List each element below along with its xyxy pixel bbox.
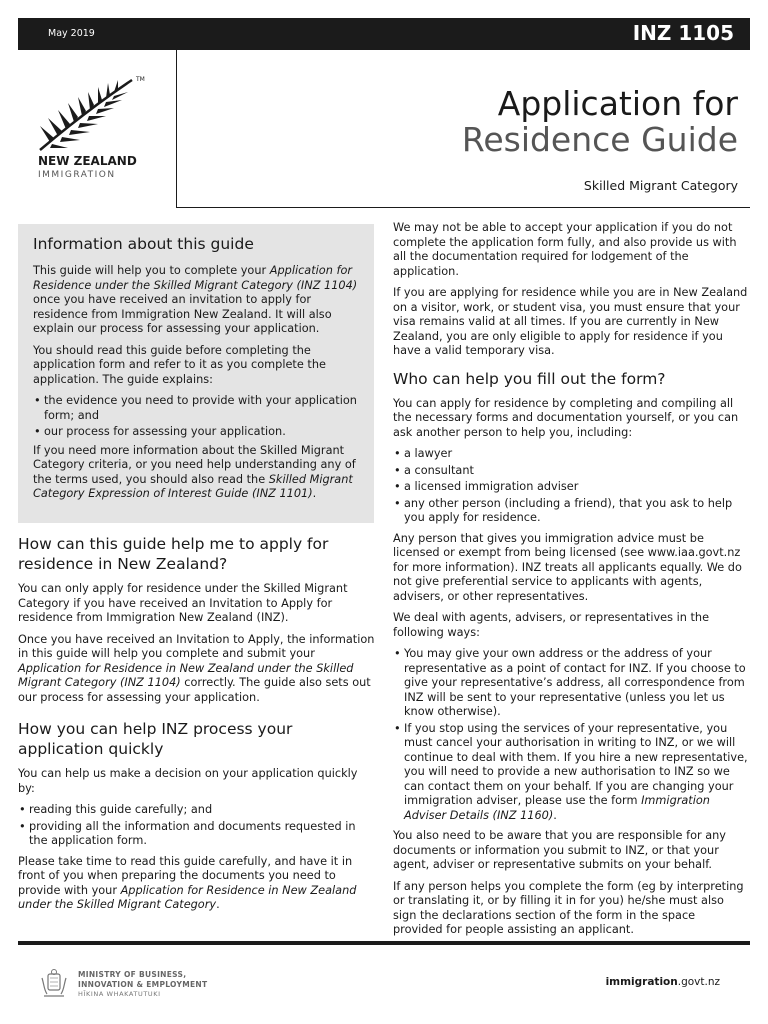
- paragraph: If any person helps you complete the form (eg by interpreting or translating it, or by filling it in for you) he/she must also sign the declarations section of the form in the space provided for people assisting an applicant.: [393, 879, 744, 936]
- paragraph: Once you have received an Invitation to Apply, the information in this guide will help you complete and submit your Application for Residence in New Zealand under the Skilled Migrant Category (INZ 1104) correctly. The guide also sets out our process for assessing your application.: [18, 632, 375, 704]
- page-title-line2: Residence Guide: [461, 120, 738, 159]
- section-heading: Who can help you fill out the form?: [393, 369, 666, 388]
- section-heading: How you can help INZ process your application quickly: [18, 720, 293, 758]
- paragraph: We deal with agents, advisers, or representatives in the following ways:: [393, 611, 710, 639]
- info-box-paragraph: This guide will help you to complete your Application for Residence under the Skilled Migrant Category (INZ 1104) once you have received an invitation to apply for residence from Immigration New Zealand. It will also explain our process for assessing your application.: [33, 264, 358, 335]
- page-title-line1: Application for: [497, 84, 738, 123]
- info-box-paragraph: You should read this guide before completing the application form and refer to it as you complete the application. The guide explains:: [33, 343, 326, 386]
- list-item: • a lawyer: [393, 447, 748, 462]
- silver-fern-icon: [36, 76, 140, 152]
- list-item: • a consultant: [393, 464, 748, 479]
- list-item: • You may give your own address or the address of your representative as a point of contact for INZ. If you choose to give your representative’s address, all correspondence from INZ will be sent to your representative (unless you let us know otherwise).: [393, 647, 748, 720]
- info-box-heading: Information about this guide: [33, 235, 254, 253]
- issue-date: May 2019: [48, 28, 95, 39]
- list-item: • a licensed immigration adviser: [393, 480, 748, 495]
- paragraph: You can help us make a decision on your application quickly by:: [18, 767, 358, 795]
- bullet-list: [393, 647, 748, 823]
- mbie-logo: [38, 966, 238, 1002]
- list-item: • any other person (including a friend), that you ask to help you apply for residence.: [393, 497, 748, 526]
- list-item: • the evidence you need to provide with your application form; and: [33, 394, 359, 423]
- header-bar: [18, 18, 750, 50]
- logo-text-immigration: IMMIGRATION: [38, 170, 116, 180]
- header-divider-vertical: [176, 50, 177, 208]
- mbie-line3: HĪKINA WHAKATUTUKI: [78, 990, 161, 998]
- bullet-list: [393, 447, 748, 526]
- paragraph: Any person that gives you immigration advice must be licensed or exempt from being licensed (see www.iaa.govt.nz for more information). INZ treats all applicants equally. We do not give preferential service to applicants with agents, advisers, or other representatives.: [393, 531, 742, 603]
- left-column: [18, 534, 376, 920]
- logo-text-new-zealand: NEW ZEALAND: [38, 154, 137, 168]
- right-column: [393, 221, 748, 945]
- list-item: • If you stop using the services of your representative, you must cancel your authorisation in writing to INZ, or we will continue to deal with them. If you hire a new representative, you will need to provide a new authorisation to INZ so we can contact them on your behalf. If you are changing your immigration adviser, please use the form Immigration Adviser Details (INZ 1160).: [393, 722, 748, 824]
- info-box-list: [33, 394, 359, 440]
- trademark-mark: TM: [136, 76, 145, 83]
- list-item: • reading this guide carefully; and: [18, 803, 376, 818]
- coat-of-arms-icon: [38, 968, 70, 1000]
- header-divider-horizontal: [176, 207, 750, 208]
- paragraph: You also need to be aware that you are responsible for any documents or information you submit to INZ, or that your agent, adviser or representative submits on your behalf.: [393, 829, 726, 871]
- paragraph: You can only apply for residence under the Skilled Migrant Category if you have received an Invitation to Apply for residence from Immigration New Zealand (INZ).: [18, 582, 348, 624]
- paragraph: Please take time to read this guide carefully, and have it in front of you when preparing the documents you need to provide with your Application for Residence in New Zealand under the Skilled Migrant Category.: [18, 854, 357, 911]
- website-link[interactable]: immigration.govt.nz: [605, 976, 720, 988]
- nz-immigration-logo: [36, 76, 146, 186]
- list-item: • providing all the information and documents requested in the application form.: [18, 820, 376, 849]
- info-box: [18, 224, 374, 523]
- mbie-line2: INNOVATION & EMPLOYMENT: [78, 980, 208, 989]
- mbie-line1: MINISTRY OF BUSINESS,: [78, 970, 187, 979]
- list-item: • our process for assessing your application.: [33, 425, 359, 440]
- paragraph: If you are applying for residence while you are in New Zealand on a visitor, work, or student visa, you must ensure that your visa remains valid at all times. If you are currently in New Zealand, you are only eligible to apply for residence if you have a valid temporary visa.: [393, 286, 748, 357]
- paragraph: We may not be able to accept your application if you do not complete the application form fully, and also provide us with all the documentation required for lodgement of the application.: [393, 221, 737, 278]
- bullet-list: [18, 803, 376, 849]
- section-heading: How can this guide help me to apply for residence in New Zealand?: [18, 535, 329, 573]
- paragraph: You can apply for residence by completing and compiling all the necessary forms and documentation yourself, or you can ask another person to help you, including:: [393, 396, 739, 439]
- info-box-paragraph: If you need more information about the Skilled Migrant Category criteria, or you need help understanding any of the terms used, you should also read the Skilled Migrant Category Expression of Interest Guide (INZ 1101).: [33, 443, 356, 500]
- form-number: INZ 1105: [632, 21, 734, 45]
- footer-rule: [18, 941, 750, 945]
- page-subtitle: Skilled Migrant Category: [583, 178, 738, 193]
